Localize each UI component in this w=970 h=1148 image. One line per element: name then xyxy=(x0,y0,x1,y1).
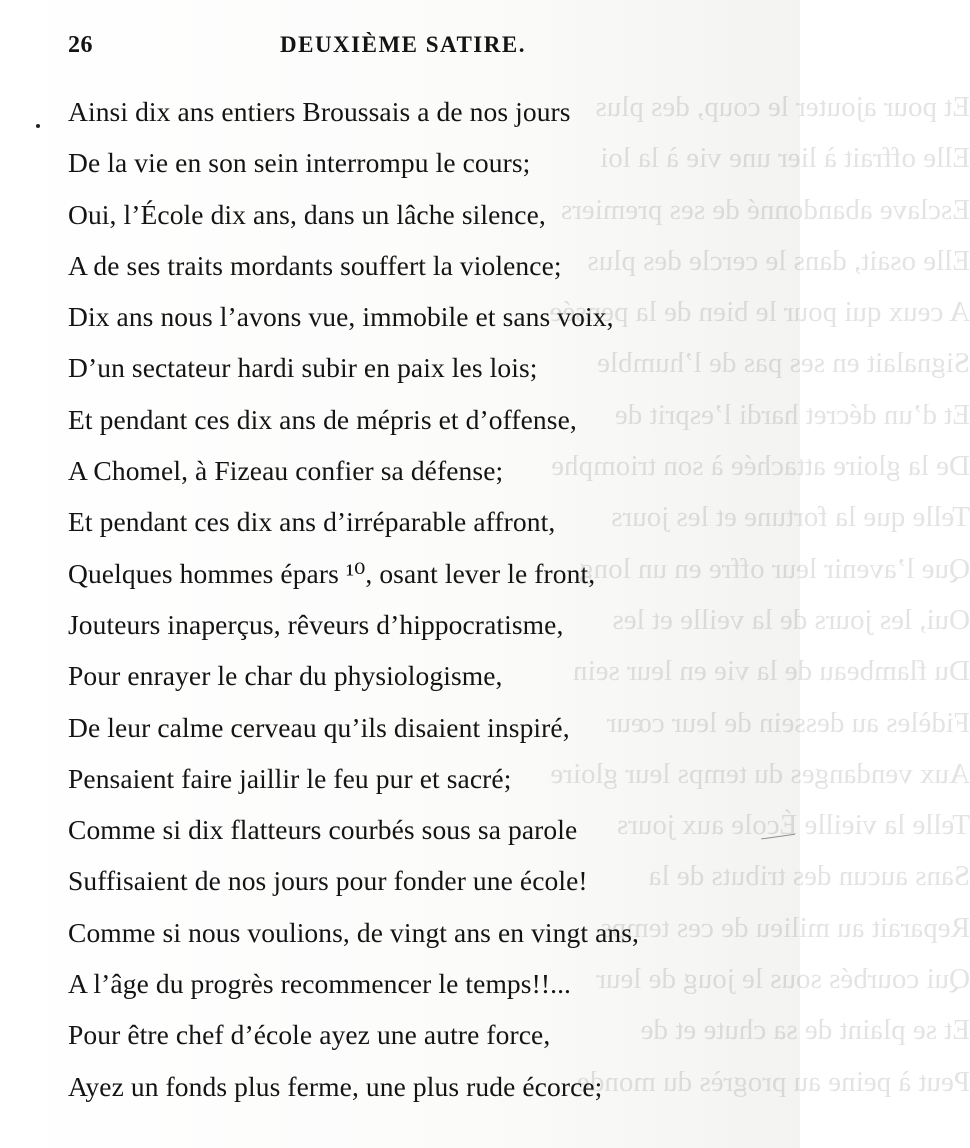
page-number: 26 xyxy=(68,32,93,58)
verse-line: Oui, l’École dix ans, dans un lâche silence, xyxy=(68,198,546,230)
verse-line: Pour être chef d’école ayez une autre force, xyxy=(68,1019,551,1051)
verse-line: Pensaient faire jaillir le feu pur et sacré; xyxy=(68,762,512,794)
verse-line: Comme si dix flatteurs courbés sous sa parole xyxy=(68,814,578,846)
verse-line: A Chomel, à Fizeau confier sa défense; xyxy=(68,455,504,487)
verse-line: Dix ans nous l’avons vue, immobile et sans voix, xyxy=(68,301,614,333)
verse-line: Comme si nous voulions, de vingt ans en vingt ans, xyxy=(68,916,640,948)
verse-line: Ayez un fonds plus ferme, une plus rude écorce; xyxy=(68,1070,603,1102)
verse-line: De la vie en son sein interrompu le cours; xyxy=(68,147,531,179)
show-through-text: Et pour ajouter le coup, des plus Elle offrait à lier une vie à la loi Esclave abandonné de ses premiers Elle osait, dans le cercle des plus A ceux qui pour le bien de la pensée Signalait en ses pas de l’humble Et d’un décret hardi l’esprit de De la gloire attachée à son triomphe Telle que la fortune et les jours Que l’avenir leur offre en un long Oui, les jours de la veille et les Du flambeau de la vie en leur sein Fidèles au dessein de leur cœur Aux vendanges du temps leur gloire Telle la vieille École aux jours Sans aucun des tributs de la Reparait au milieu de ces temps Qui courbés sous le joug de leur Et se plaint de sa chute et de Peut à peine au progrès du monde xyxy=(549,91,970,1098)
verse-line: De leur calme cerveau qu’ils disaient inspiré, xyxy=(68,711,570,743)
verse-line: A l’âge du progrès recommencer le temps!!... xyxy=(68,968,572,1000)
verse-line: Jouteurs inaperçus, rêveurs d’hippocratisme, xyxy=(68,608,564,640)
verse-line: Pour enrayer le char du physiologisme, xyxy=(68,660,503,692)
verse-line: Ainsi dix ans entiers Broussais a de nos jours xyxy=(68,96,571,127)
running-header xyxy=(68,32,740,62)
poem-text xyxy=(68,86,708,1112)
verse-line: A de ses traits mordants souffert la violence; xyxy=(68,249,562,281)
page-edge-mark xyxy=(761,834,797,854)
ink-speck xyxy=(36,124,40,128)
running-title: DEUXIÈME SATIRE. xyxy=(280,32,526,57)
verse-line: Et pendant ces dix ans de mépris et d’offense, xyxy=(68,403,577,435)
verse-line: Quelques hommes épars ¹⁰, osant lever le front, xyxy=(68,557,596,589)
verse-line: Suffisaient de nos jours pour fonder une école! xyxy=(68,865,588,897)
verse-line: D’un sectateur hardi subir en paix les lois; xyxy=(68,352,538,384)
verse-line: Et pendant ces dix ans d’irréparable affront, xyxy=(68,506,556,538)
